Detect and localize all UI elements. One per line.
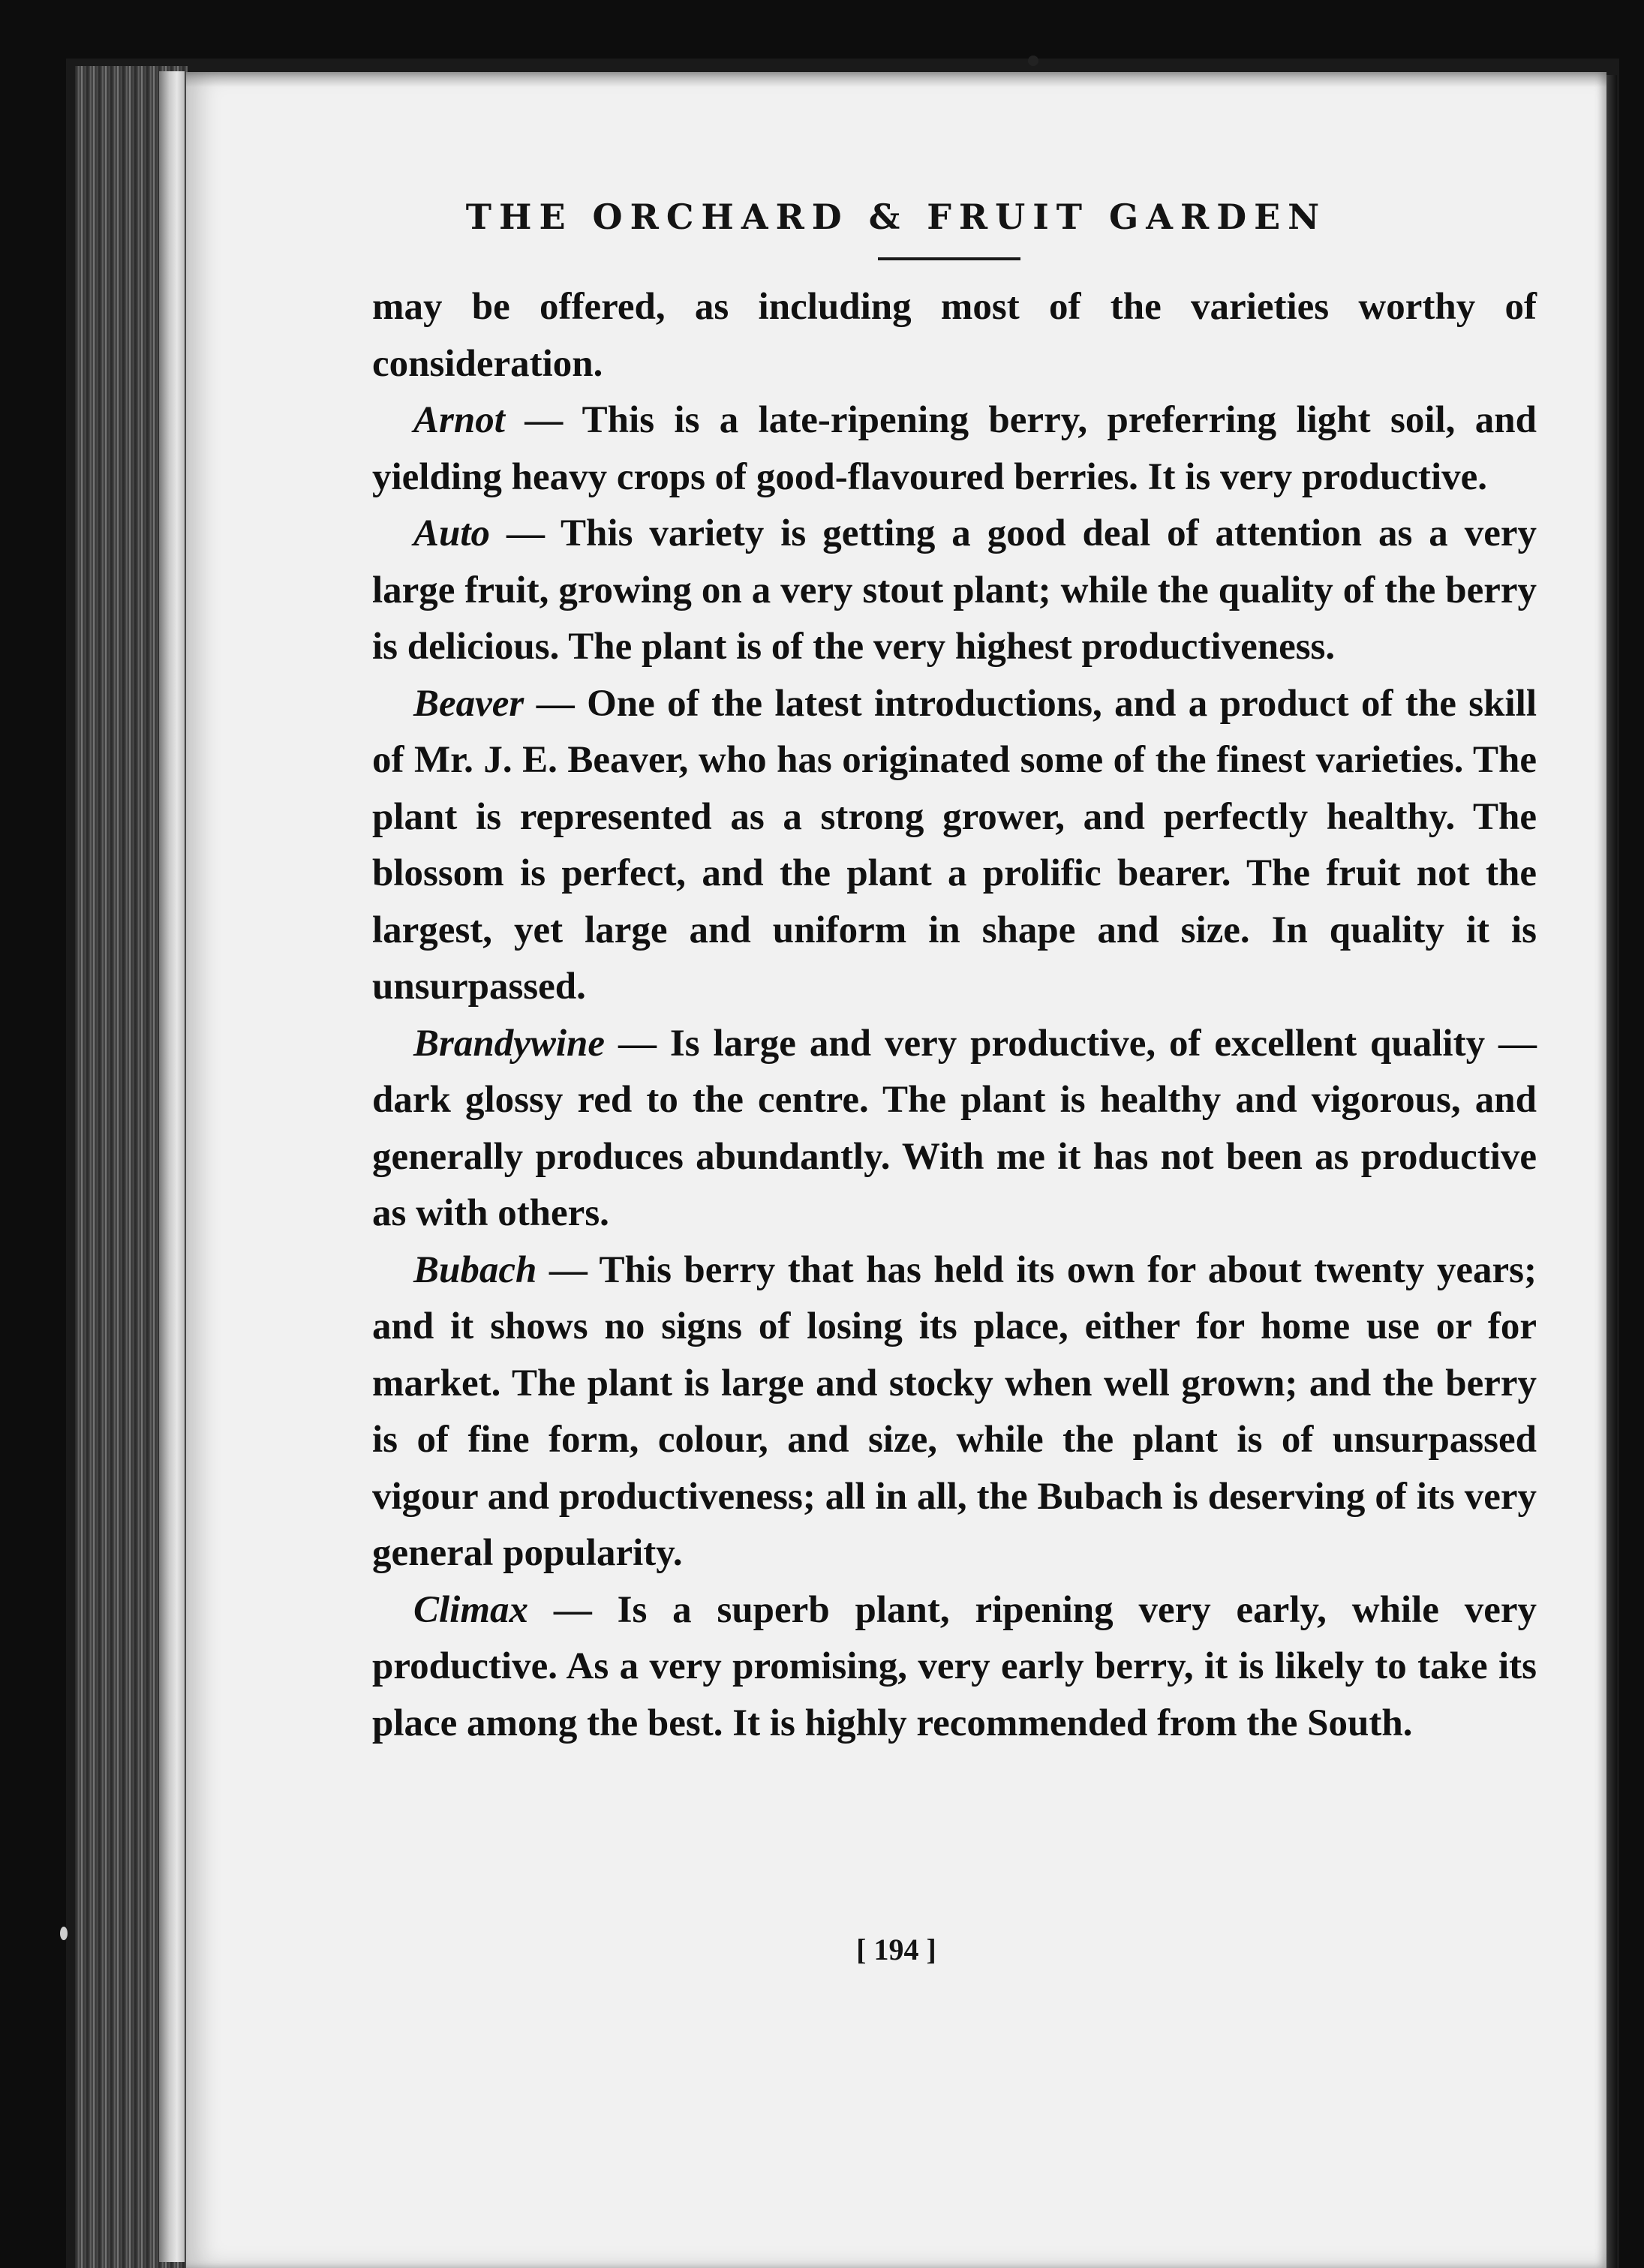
variety-name: Arnot [413,399,505,441]
variety-name: Climax [413,1588,529,1631]
paragraph-text: — This is a late-ripening berry, preferring light soil, and yielding heavy crops of good-flavoured berries. It is very productive. [372,399,1537,498]
paragraph-text: — Is a superb plant, ripening very early, while very productive. As a very promising, very early berry, it is likely to take its place among the best. It is highly recommended from the South. [372,1588,1537,1744]
paragraph-text: may be offered, as including most of the varieties worthy of consideration. [372,286,1537,385]
variety-name: Auto [413,512,491,554]
entry-beaver [372,676,1537,1016]
paragraph-continuation [372,279,1537,392]
body-text [372,279,1537,1752]
entry-auto [372,506,1537,676]
page-number: [ 194 ] [856,1933,936,1966]
paragraph-text: — This berry that has held its own for about twenty years; and it shows no signs of losing its place, either for home use or for market. The plant is large and stocky when well grown; and the berry is of fine form, colour, and size, while the plant is of unsurpassed vigour and productiveness; all in all, the Bubach is deserving of its very general popularity. [372,1248,1537,1574]
variety-name: Bubach [413,1248,537,1291]
entry-brandywine [372,1016,1537,1242]
running-head: THE ORCHARD & FRUIT GARDEN [465,197,1327,237]
paragraph-text: — One of the latest introductions, and a product of the skill of Mr. J. E. Beaver, who has originated some of the finest varieties. The plant is represented as a strong grower, and perfectly healthy. The blossom is perfect, and the plant a prolific bearer. The fruit not the largest, yet large and uniform in shape and size. In quality it is unsurpassed. [372,682,1537,1008]
dust-speck [1028,56,1038,66]
variety-name: Beaver [413,682,524,725]
paragraph-text: — Is large and very productive, of excellent quality — dark glossy red to the centre. The plant is healthy and vigorous, and generally produces abundantly. With me it has not been as productive as with others. [372,1022,1537,1234]
paragraph-text: — This variety is getting a good deal of attention as a very large fruit, growing on a very stout plant; while the quality of the berry is delicious. The plant is of the very highest productiveness. [372,512,1537,668]
top-shadow [186,72,1606,87]
variety-name: Brandywine [413,1022,606,1065]
dust-speck [60,1927,68,1940]
head-rule [878,257,1020,260]
right-rim [1606,75,1617,2268]
page-edge-highlight [159,71,185,2262]
entry-climax [372,1582,1537,1753]
entry-arnot [372,392,1537,506]
entry-bubach [372,1242,1537,1582]
